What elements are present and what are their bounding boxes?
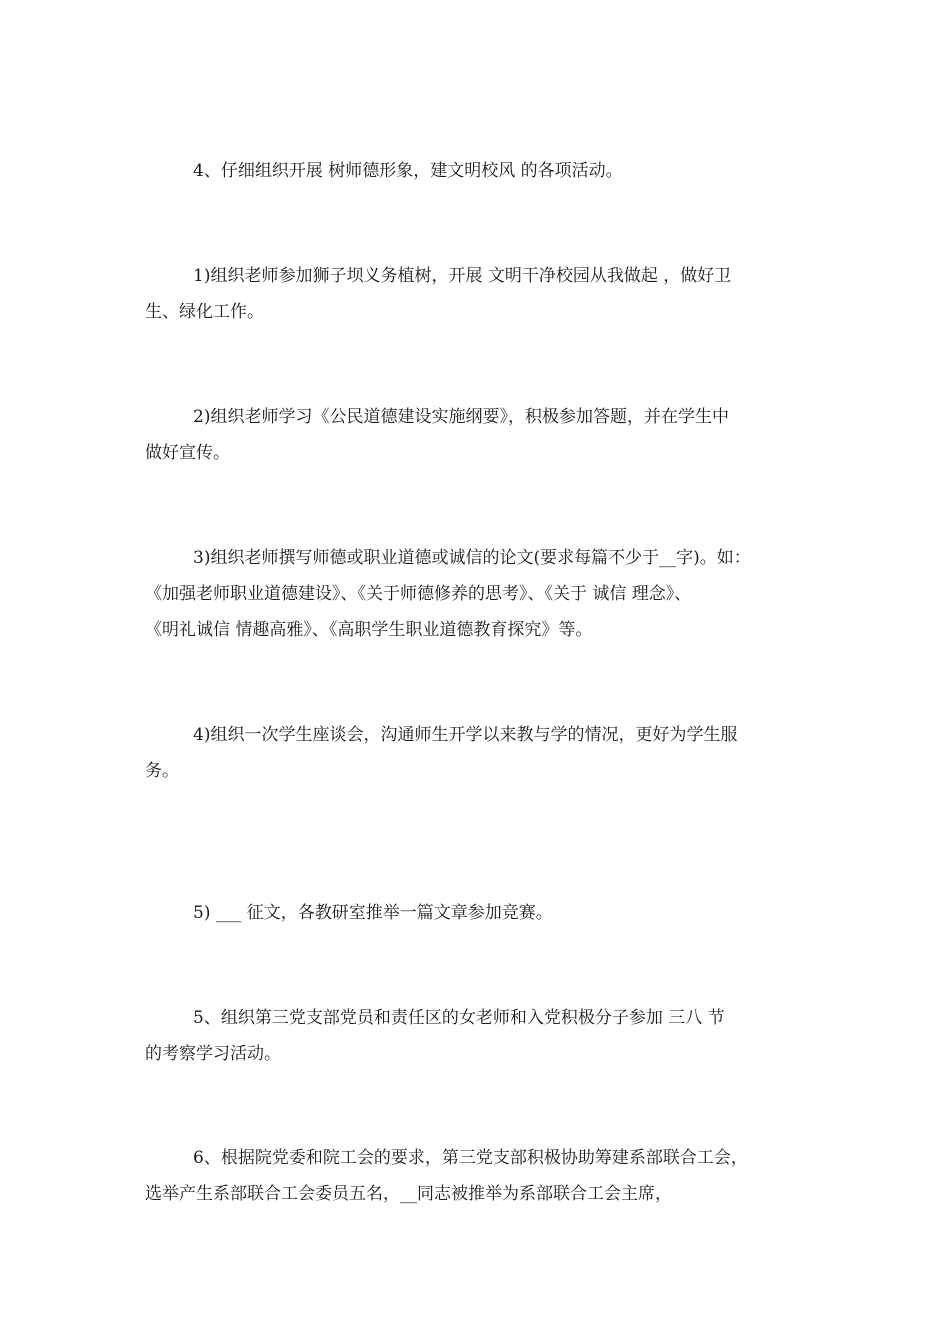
paragraph-item-4 [145, 153, 810, 189]
text-line: 做好宣传。 [145, 443, 230, 463]
paragraph-item-4-3 [145, 540, 810, 648]
text-line: 5) ___ 征文，各教研室推举一篇文章参加竞赛。 [193, 903, 553, 923]
paragraph-item-4-4 [145, 717, 810, 789]
text-line: 的考察学习活动。 [145, 1044, 281, 1064]
text-line: 4)组织一次学生座谈会，沟通师生开学以来教与学的情况，更好为学生服 [193, 725, 738, 745]
text-line: 2)组织老师学习《公民道德建设实施纲要》，积极参加答题，并在学生中 [193, 407, 729, 427]
text-line: 生、绿化工作。 [145, 302, 264, 322]
text-line: 6、根据院党委和院工会的要求，第三党支部积极协助筹建系部联合工会， [193, 1148, 748, 1168]
text-line: 《加强老师职业道德建设》、《关于师德修养的思考》、《关于 诚信 理念》、 [145, 584, 692, 604]
text-line: 3)组织老师撰写师德或职业道德或诚信的论文(要求每篇不少于__字)。如： [193, 548, 751, 568]
paragraph-item-5 [145, 1000, 810, 1072]
paragraph-item-4-5 [145, 895, 810, 931]
text-line: 4、仔细组织开展 树师德形象，建文明校风 的各项活动。 [193, 161, 623, 181]
paragraph-item-4-2 [145, 399, 810, 471]
text-line: 1)组织老师参加狮子坝义务植树，开展 文明干净校园从我做起 ，做好卫 [193, 266, 732, 286]
text-line: 《明礼诚信 情趣高雅》、《高职学生职业道德教育探究》等。 [145, 620, 593, 640]
text-line: 5、组织第三党支部党员和责任区的女老师和入党积极分子参加 三八 节 [193, 1008, 725, 1028]
paragraph-item-4-1 [145, 258, 810, 330]
text-line: 务。 [145, 761, 179, 781]
text-line: 选举产生系部联合工会委员五名，__同志被推举为系部联合工会主席， [145, 1184, 672, 1204]
paragraph-item-6 [145, 1140, 810, 1212]
